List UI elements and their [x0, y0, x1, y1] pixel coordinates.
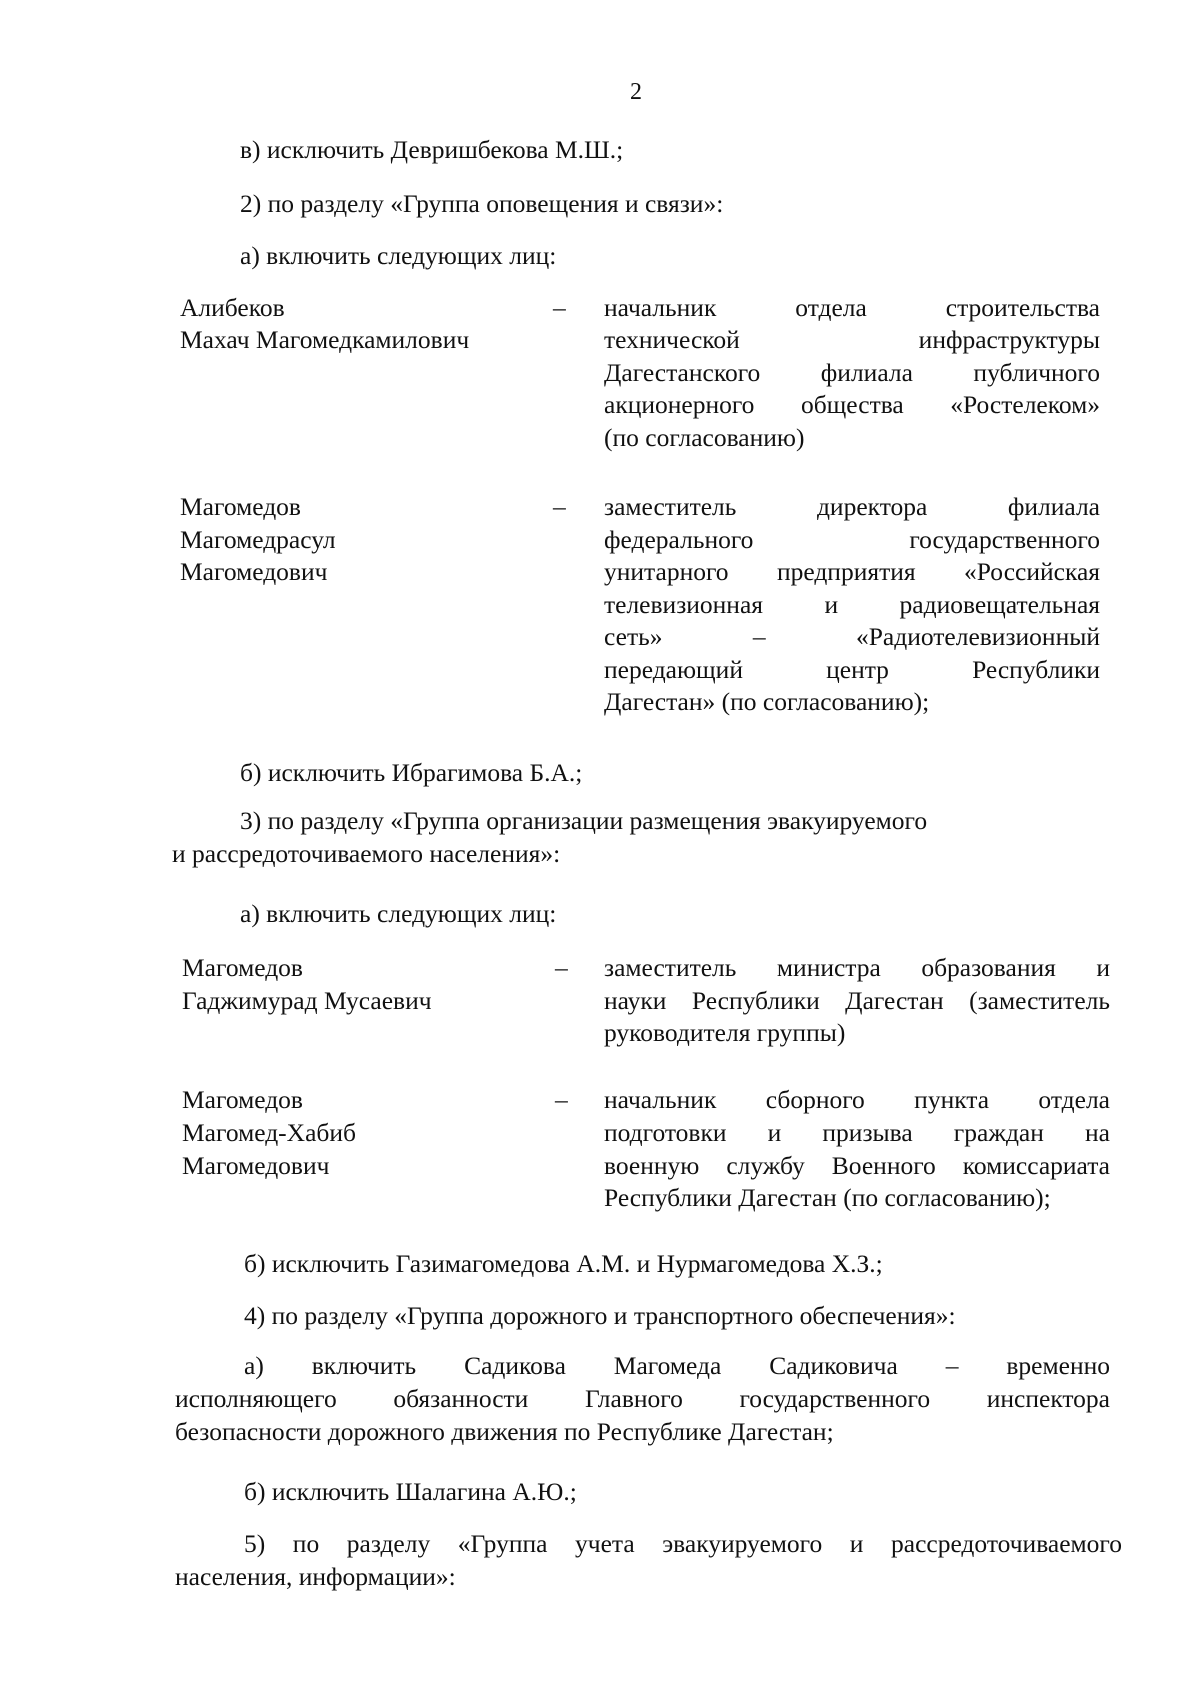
position-line: федерального государственного [604, 525, 1100, 554]
section-5-header-line1: 5) по разделу «Группа учета эвакуируемого и рассредоточиваемого [244, 1529, 1122, 1558]
position-line: науки Республики Дагестан (заместитель [604, 986, 1110, 1015]
section-3-exclude: б) исключить Газимагомедова А.М. и Нурмагомедова Х.З.; [244, 1249, 883, 1278]
section-5-header-line2: населения, информации»: [175, 1562, 456, 1591]
person-surname: Магомедов [182, 953, 303, 982]
position-line: телевизионная и радиовещательная [604, 590, 1100, 619]
entry-dash: – [555, 1085, 568, 1114]
paragraph-exclude-devrishbekov: в) исключить Девришбекова М.Ш.; [240, 135, 624, 164]
person-given-names: Гаджимурад Мусаевич [182, 986, 432, 1015]
section-2-exclude: б) исключить Ибрагимова Б.А.; [240, 758, 583, 787]
section-3-header-line2: и рассредоточиваемого населения»: [172, 839, 561, 868]
entry-dash: – [555, 953, 568, 982]
position-line: акционерного общества «Ростелеком» [604, 390, 1100, 419]
position-line: начальник отдела строительства [604, 293, 1100, 322]
section-2-include-label: а) включить следующих лиц: [240, 241, 557, 270]
section-4-include-line3: безопасности дорожного движения по Республике Дагестан; [175, 1417, 834, 1446]
entry-dash: – [553, 492, 566, 521]
position-line: начальник сборного пункта отдела [604, 1085, 1110, 1114]
position-line: заместитель министра образования и [604, 953, 1110, 982]
position-line: Дагестанского филиала публичного [604, 358, 1100, 387]
section-2-header: 2) по разделу «Группа оповещения и связи»: [240, 189, 724, 218]
entry-dash: – [553, 293, 566, 322]
position-line: Дагестан» (по согласованию); [604, 687, 930, 716]
position-line: технической инфраструктуры [604, 325, 1100, 354]
section-4-include-line2: исполняющего обязанности Главного государственного инспектора [175, 1384, 1110, 1413]
person-surname: Магомедов [180, 492, 301, 521]
person-given-names: Махач Магомедкамилович [180, 325, 470, 354]
position-line: военную службу Военного комиссариата [604, 1151, 1110, 1180]
position-line: подготовки и призыва граждан на [604, 1118, 1110, 1147]
position-line: заместитель директора филиала [604, 492, 1100, 521]
person-surname: Алибеков [180, 293, 285, 322]
section-3-header-line1: 3) по разделу «Группа организации размещения эвакуируемого [240, 806, 928, 835]
position-line: (по согласованию) [604, 423, 805, 452]
position-line: передающий центр Республики [604, 655, 1100, 684]
position-line: унитарного предприятия «Российская [604, 557, 1100, 586]
person-given-name: Магомед-Хабиб [182, 1118, 356, 1147]
person-surname: Магомедов [182, 1085, 303, 1114]
section-3-include-label: а) включить следующих лиц: [240, 899, 557, 928]
position-line: руководителя группы) [604, 1018, 846, 1047]
section-4-include-line1: а) включить Садикова Магомеда Садиковича – временно [244, 1351, 1110, 1380]
section-4-header: 4) по разделу «Группа дорожного и транспортного обеспечения»: [244, 1301, 956, 1330]
position-line: Республики Дагестан (по согласованию); [604, 1183, 1051, 1212]
person-patronymic: Магомедович [180, 557, 328, 586]
person-given-name: Магомедрасул [180, 525, 336, 554]
position-line: сеть» – «Радиотелевизионный [604, 622, 1100, 651]
person-patronymic: Магомедович [182, 1151, 330, 1180]
section-4-exclude: б) исключить Шалагина А.Ю.; [244, 1477, 577, 1506]
page-number: 2 [630, 79, 642, 105]
